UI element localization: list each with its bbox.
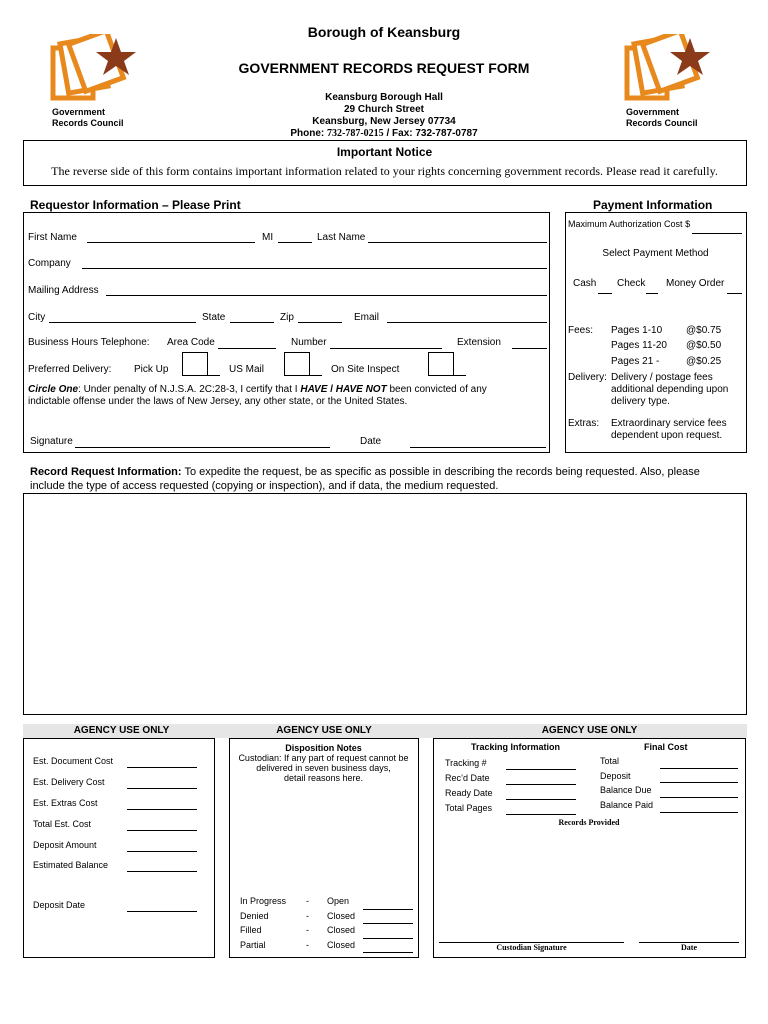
max-auth-label	[568, 219, 690, 229]
balance-paid-label: Balance Paid	[600, 800, 654, 810]
est-delivery-cost-field[interactable]	[127, 788, 197, 789]
agency-header-2: AGENCY USE ONLY	[276, 725, 372, 736]
status-closed-3-field[interactable]	[363, 952, 413, 953]
extras-text-2: dependent upon request.	[611, 430, 723, 441]
signature-label: Signature	[30, 436, 73, 447]
status-closed-2: Closed	[327, 925, 356, 935]
zip-label: Zip	[280, 312, 294, 323]
total-pages-label: Total Pages	[445, 803, 493, 813]
state-field[interactable]	[230, 322, 274, 323]
requestor-heading: Requestor Information – Please Print	[30, 198, 241, 212]
us-mail-label: US Mail	[229, 364, 265, 375]
payment-box	[565, 212, 747, 453]
recd-date-label: Rec’d Date	[445, 773, 490, 783]
important-notice-box	[23, 140, 747, 186]
extension-field[interactable]	[512, 348, 547, 349]
last-name-field[interactable]	[368, 242, 547, 243]
total-est-cost-label: Total Est. Cost	[33, 819, 92, 829]
street-address: 29 Church Street	[343, 104, 425, 115]
status-closed-1-field[interactable]	[363, 923, 413, 924]
cash-field[interactable]	[598, 293, 612, 294]
certification-line-2: indictable offense under the laws of New Jersey, any other state, or the United States.	[28, 396, 408, 407]
agency-cost-box	[23, 738, 215, 958]
status-dash-3: -	[306, 925, 309, 935]
certification-line-1	[28, 384, 487, 395]
mailing-address-label: Mailing Address	[28, 285, 99, 296]
recd-date-field[interactable]	[506, 784, 576, 785]
logo-text-2: Records Council	[626, 118, 698, 128]
ready-date-field[interactable]	[506, 799, 576, 800]
disposition-text-3: detail reasons here.	[283, 773, 364, 783]
est-extras-cost-label: Est. Extras Cost	[33, 798, 98, 808]
mi-label: MI	[262, 232, 274, 243]
have-not-option[interactable]: HAVE NOT	[335, 384, 387, 395]
extras-label: Extras:	[568, 418, 600, 429]
status-dash-4: -	[306, 940, 309, 950]
city-address: Keansburg, New Jersey 07734	[312, 116, 456, 127]
status-open-field[interactable]	[363, 909, 413, 910]
agency-header-1: AGENCY USE ONLY	[73, 725, 170, 736]
deposit-date-label: Deposit Date	[33, 900, 86, 910]
status-closed-3: Closed	[327, 940, 356, 950]
total-est-cost-field[interactable]	[127, 830, 197, 831]
tracking-number-label: Tracking #	[445, 758, 487, 768]
final-deposit-field[interactable]	[660, 782, 738, 783]
mi-field[interactable]	[278, 242, 312, 243]
disposition-box	[229, 738, 419, 958]
balance-due-field[interactable]	[660, 797, 738, 798]
check-field[interactable]	[646, 293, 658, 294]
select-method-label: Select Payment Method	[602, 248, 709, 259]
fee-pages-3: Pages 21 -	[611, 356, 660, 367]
status-closed-2-field[interactable]	[363, 938, 413, 939]
circle-one-label: Circle One	[28, 384, 79, 395]
phone-fax	[0, 128, 768, 139]
fee-rate-2: @$0.50	[686, 340, 722, 351]
pick-up-checkbox[interactable]	[182, 352, 208, 376]
extension-label: Extension	[457, 337, 501, 348]
dollar-sign: $	[685, 219, 691, 229]
record-request-line-1	[30, 466, 700, 478]
fee-pages-2: Pages 11-20	[611, 340, 667, 351]
delivery-text-1: Delivery / postage fees	[611, 372, 713, 383]
deposit-date-field[interactable]	[127, 911, 197, 912]
balance-due-label: Balance Due	[600, 785, 652, 795]
notice-title: Important Notice	[336, 145, 433, 159]
preferred-delivery-label: Preferred Delivery:	[28, 364, 112, 375]
company-label: Company	[28, 258, 71, 269]
record-request-text-2: include the type of access requested (copying or inspection), and if data, the medium requested.	[30, 480, 499, 492]
first-name-field[interactable]	[87, 242, 255, 243]
number-field[interactable]	[330, 348, 442, 349]
cert-text-2: been convicted of any	[389, 384, 487, 395]
estimated-balance-field[interactable]	[127, 871, 197, 872]
city-field[interactable]	[49, 322, 196, 323]
cert-text-1: : Under penalty of N.J.S.A. 2C:28-3, I certify that I	[78, 384, 298, 395]
custodian-signature-label: Custodian Signature	[496, 943, 567, 952]
borough-title: Borough of Keansburg	[307, 24, 461, 40]
delivery-text-3: delivery type.	[611, 396, 670, 407]
city-label: City	[28, 312, 46, 323]
fee-rate-3: @$0.25	[686, 356, 722, 367]
hall-name: Keansburg Borough Hall	[325, 92, 443, 103]
disposition-text-1: Custodian: If any part of request cannot be	[238, 753, 409, 763]
fee-rate-1: @$0.75	[686, 325, 722, 336]
us-mail-checkbox[interactable]	[284, 352, 310, 376]
on-site-checkbox[interactable]	[428, 352, 454, 376]
signature-field[interactable]	[75, 447, 330, 448]
record-request-label: Record Request Information:	[30, 466, 182, 478]
final-deposit-label: Deposit	[600, 771, 631, 781]
ready-date-label: Ready Date	[445, 788, 493, 798]
have-option[interactable]: HAVE	[300, 384, 328, 395]
phone-number: 732-787-0215	[327, 128, 384, 139]
on-site-underline	[428, 375, 466, 376]
us-mail-underline	[284, 375, 322, 376]
company-field[interactable]	[82, 268, 547, 269]
number-label: Number	[291, 337, 327, 348]
estimated-balance-label: Estimated Balance	[33, 860, 109, 870]
fax-label: / Fax:	[386, 128, 413, 139]
tracking-number-field[interactable]	[506, 769, 576, 770]
logo-text-1: Government	[52, 107, 106, 117]
business-phone-label: Business Hours Telephone:	[28, 337, 150, 348]
est-document-cost-field[interactable]	[127, 767, 197, 768]
total-pages-field[interactable]	[506, 814, 576, 815]
mailing-address-field[interactable]	[106, 295, 547, 296]
fax-number: 732-787-0787	[415, 128, 478, 139]
area-code-field[interactable]	[218, 348, 276, 349]
on-site-label: On Site Inspect	[331, 364, 400, 375]
status-dash-2: -	[306, 911, 309, 921]
tracking-title: Tracking Information	[471, 742, 561, 752]
tracking-box	[433, 738, 746, 958]
extras-text-1: Extraordinary service fees	[611, 418, 727, 429]
deposit-amount-label: Deposit Amount	[33, 840, 97, 850]
money-order-field[interactable]	[727, 293, 742, 294]
delivery-label: Delivery:	[568, 372, 607, 383]
pick-up-label: Pick Up	[134, 364, 169, 375]
disposition-title: Disposition Notes	[285, 743, 362, 753]
status-closed-1: Closed	[327, 911, 356, 921]
fee-pages-1: Pages 1-10	[611, 325, 663, 336]
status-filled: Filled	[240, 925, 262, 935]
max-auth-field[interactable]	[692, 233, 742, 234]
logo-text-2: Records Council	[52, 118, 124, 128]
requestor-box	[23, 212, 550, 453]
status-in-progress: In Progress	[240, 896, 287, 906]
status-open: Open	[327, 896, 350, 906]
est-extras-cost-field[interactable]	[127, 809, 197, 810]
last-name-label: Last Name	[317, 232, 366, 243]
disposition-text-2: delivered in seven business days,	[256, 763, 391, 773]
have-slash: /	[330, 384, 333, 395]
cash-label: Cash	[573, 278, 597, 289]
money-order-label: Money Order	[666, 278, 725, 289]
area-code-label: Area Code	[167, 337, 215, 348]
payment-heading: Payment Information	[593, 198, 713, 212]
record-request-text-1: To expedite the request, be as specific as possible in describing the records being requested. Also, please	[184, 466, 700, 478]
state-label: State	[202, 312, 226, 323]
email-field[interactable]	[387, 322, 547, 323]
fees-label: Fees:	[568, 325, 594, 336]
pick-up-underline	[182, 375, 220, 376]
records-provided-label: Records Provided	[558, 818, 620, 827]
est-delivery-cost-label: Est. Delivery Cost	[33, 777, 105, 787]
record-request-area[interactable]	[23, 493, 747, 715]
max-auth-text: Maximum Authorization Cost	[568, 219, 683, 229]
email-label: Email	[354, 312, 380, 323]
status-denied: Denied	[240, 911, 269, 921]
status-partial: Partial	[240, 940, 266, 950]
date-label: Date	[360, 436, 382, 447]
deposit-amount-field[interactable]	[127, 851, 197, 852]
check-label: Check	[617, 278, 646, 289]
date-field[interactable]	[410, 447, 546, 448]
logo-text-1: Government	[626, 107, 680, 117]
form-title: GOVERNMENT RECORDS REQUEST FORM	[238, 60, 530, 76]
status-dash-1: -	[306, 896, 309, 906]
balance-paid-field[interactable]	[660, 812, 738, 813]
zip-field[interactable]	[298, 322, 342, 323]
est-document-cost-label: Est. Document Cost	[33, 756, 114, 766]
custodian-date-label: Date	[681, 943, 697, 952]
delivery-text-2: additional depending upon	[611, 384, 729, 395]
final-cost-title: Final Cost	[644, 742, 688, 752]
final-total-label: Total	[600, 756, 620, 766]
first-name-label: First Name	[28, 232, 77, 243]
agency-header-3: AGENCY USE ONLY	[541, 725, 638, 736]
phone-label: Phone:	[290, 128, 325, 139]
notice-text: The reverse side of this form contains important information related to your rights concerning government records. Please read it carefully.	[51, 164, 718, 178]
final-total-field[interactable]	[660, 768, 738, 769]
